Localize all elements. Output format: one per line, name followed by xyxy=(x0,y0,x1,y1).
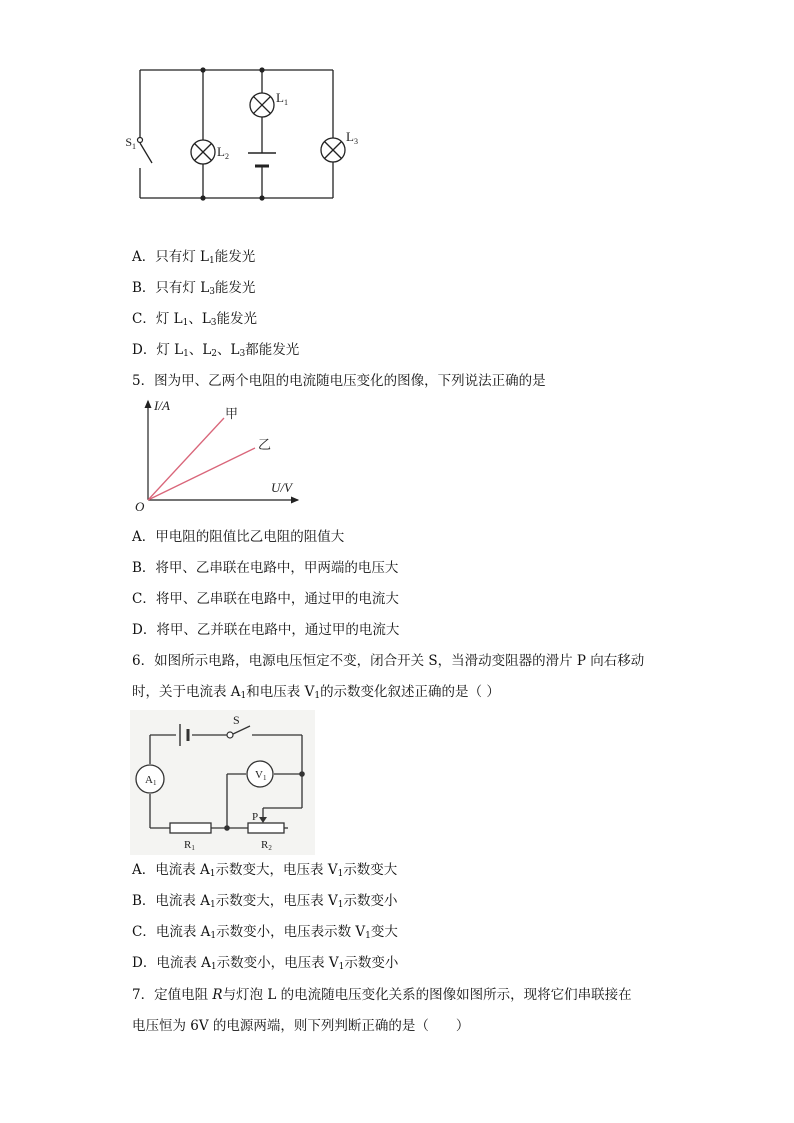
label-ammeter: A1 xyxy=(145,774,157,787)
q5-option-b[interactable]: B．将甲、乙串联在电路中，甲两端的电压大 xyxy=(132,560,399,576)
q4-option-d[interactable]: D．灯 $L_1$、$L_2$、$L_3$都能发光 xyxy=(132,342,300,359)
q5-option-a[interactable]: A．甲电阻的阻值比乙电阻的阻值大 xyxy=(132,529,345,545)
label-l3: $L_3$ xyxy=(346,129,358,146)
q5-option-c[interactable]: C．将甲、乙串联在电路中，通过甲的电流大 xyxy=(132,591,399,607)
line-jia xyxy=(148,418,224,500)
resistor-r1 xyxy=(170,823,211,833)
q4-option-a[interactable]: A．只有灯 $L_1$能发光 xyxy=(132,249,256,266)
label-r1: R1 xyxy=(184,839,195,852)
label-yi: 乙 xyxy=(258,437,272,452)
q4-option-b[interactable]: B．只有灯 $L_3$能发光 xyxy=(132,280,256,297)
iu-graph-q5 xyxy=(128,393,308,518)
q6-option-b[interactable]: B．电流表 $A_1$示数变大，电压表 $V_1$示数变小 xyxy=(132,893,398,910)
rheostat-r2 xyxy=(248,823,284,833)
q6-option-d[interactable]: D．电流表 $A_1$示数变小，电压表 $V_1$示数变小 xyxy=(132,955,399,972)
lamp-l2 xyxy=(191,140,215,164)
q5-option-d[interactable]: D．将甲、乙并联在电路中，通过甲的电流大 xyxy=(132,622,400,638)
q5-stem: 5．图为甲、乙两个电阻的电流随电压变化的图像，下列说法正确的是 xyxy=(132,373,546,389)
q6-stem-line2: 时，关于电流表 $A_1$和电压表 $V_1$的示数变化叙述正确的是（ ） xyxy=(132,684,500,701)
label-switch: S xyxy=(233,713,240,727)
q6-stem-line1: 6．如图所示电路，电源电压恒定不变，闭合开关 S，当滑动变阻器的滑片 P 向右移动 xyxy=(132,653,645,669)
circuit-diagram-q4 xyxy=(120,58,380,213)
switch-s-contact xyxy=(227,732,233,738)
line-yi xyxy=(148,448,255,500)
label-voltmeter: V1 xyxy=(255,769,267,782)
q7-stem-line2: 电压恒为 6V 的电源两端，则下列判断正确的是（ ） xyxy=(132,1018,470,1034)
switch-s1-contact xyxy=(138,138,143,143)
q7-stem-line1: 7．定值电阻 R与灯泡 L 的电流随电压变化关系的图像如图所示，现将它们串联接在 xyxy=(132,987,632,1003)
y-axis-label: I/A xyxy=(154,398,170,413)
circuit-diagram-q6 xyxy=(130,710,315,855)
label-l2: $L_2$ xyxy=(217,144,229,161)
label-slider-p: P xyxy=(252,811,259,823)
lamp-l3 xyxy=(321,138,345,162)
origin-label: O xyxy=(135,499,145,514)
label-l1: $L_1$ xyxy=(276,90,288,107)
label-s1: $S_1$ xyxy=(125,135,136,151)
lamp-l1 xyxy=(250,93,274,117)
label-r2: R2 xyxy=(261,839,272,852)
q4-option-c[interactable]: C．灯 $L_1$、$L_3$能发光 xyxy=(132,311,258,328)
battery-symbol xyxy=(248,153,276,166)
label-jia: 甲 xyxy=(225,406,239,421)
q6-option-a[interactable]: A．电流表 $A_1$示数变大，电压表 $V_1$示数变大 xyxy=(132,862,398,879)
x-axis-label: U/V xyxy=(271,480,292,495)
q6-option-c[interactable]: C．电流表 $A_1$示数变小，电压表示数 $V_1$变大 xyxy=(132,924,398,941)
